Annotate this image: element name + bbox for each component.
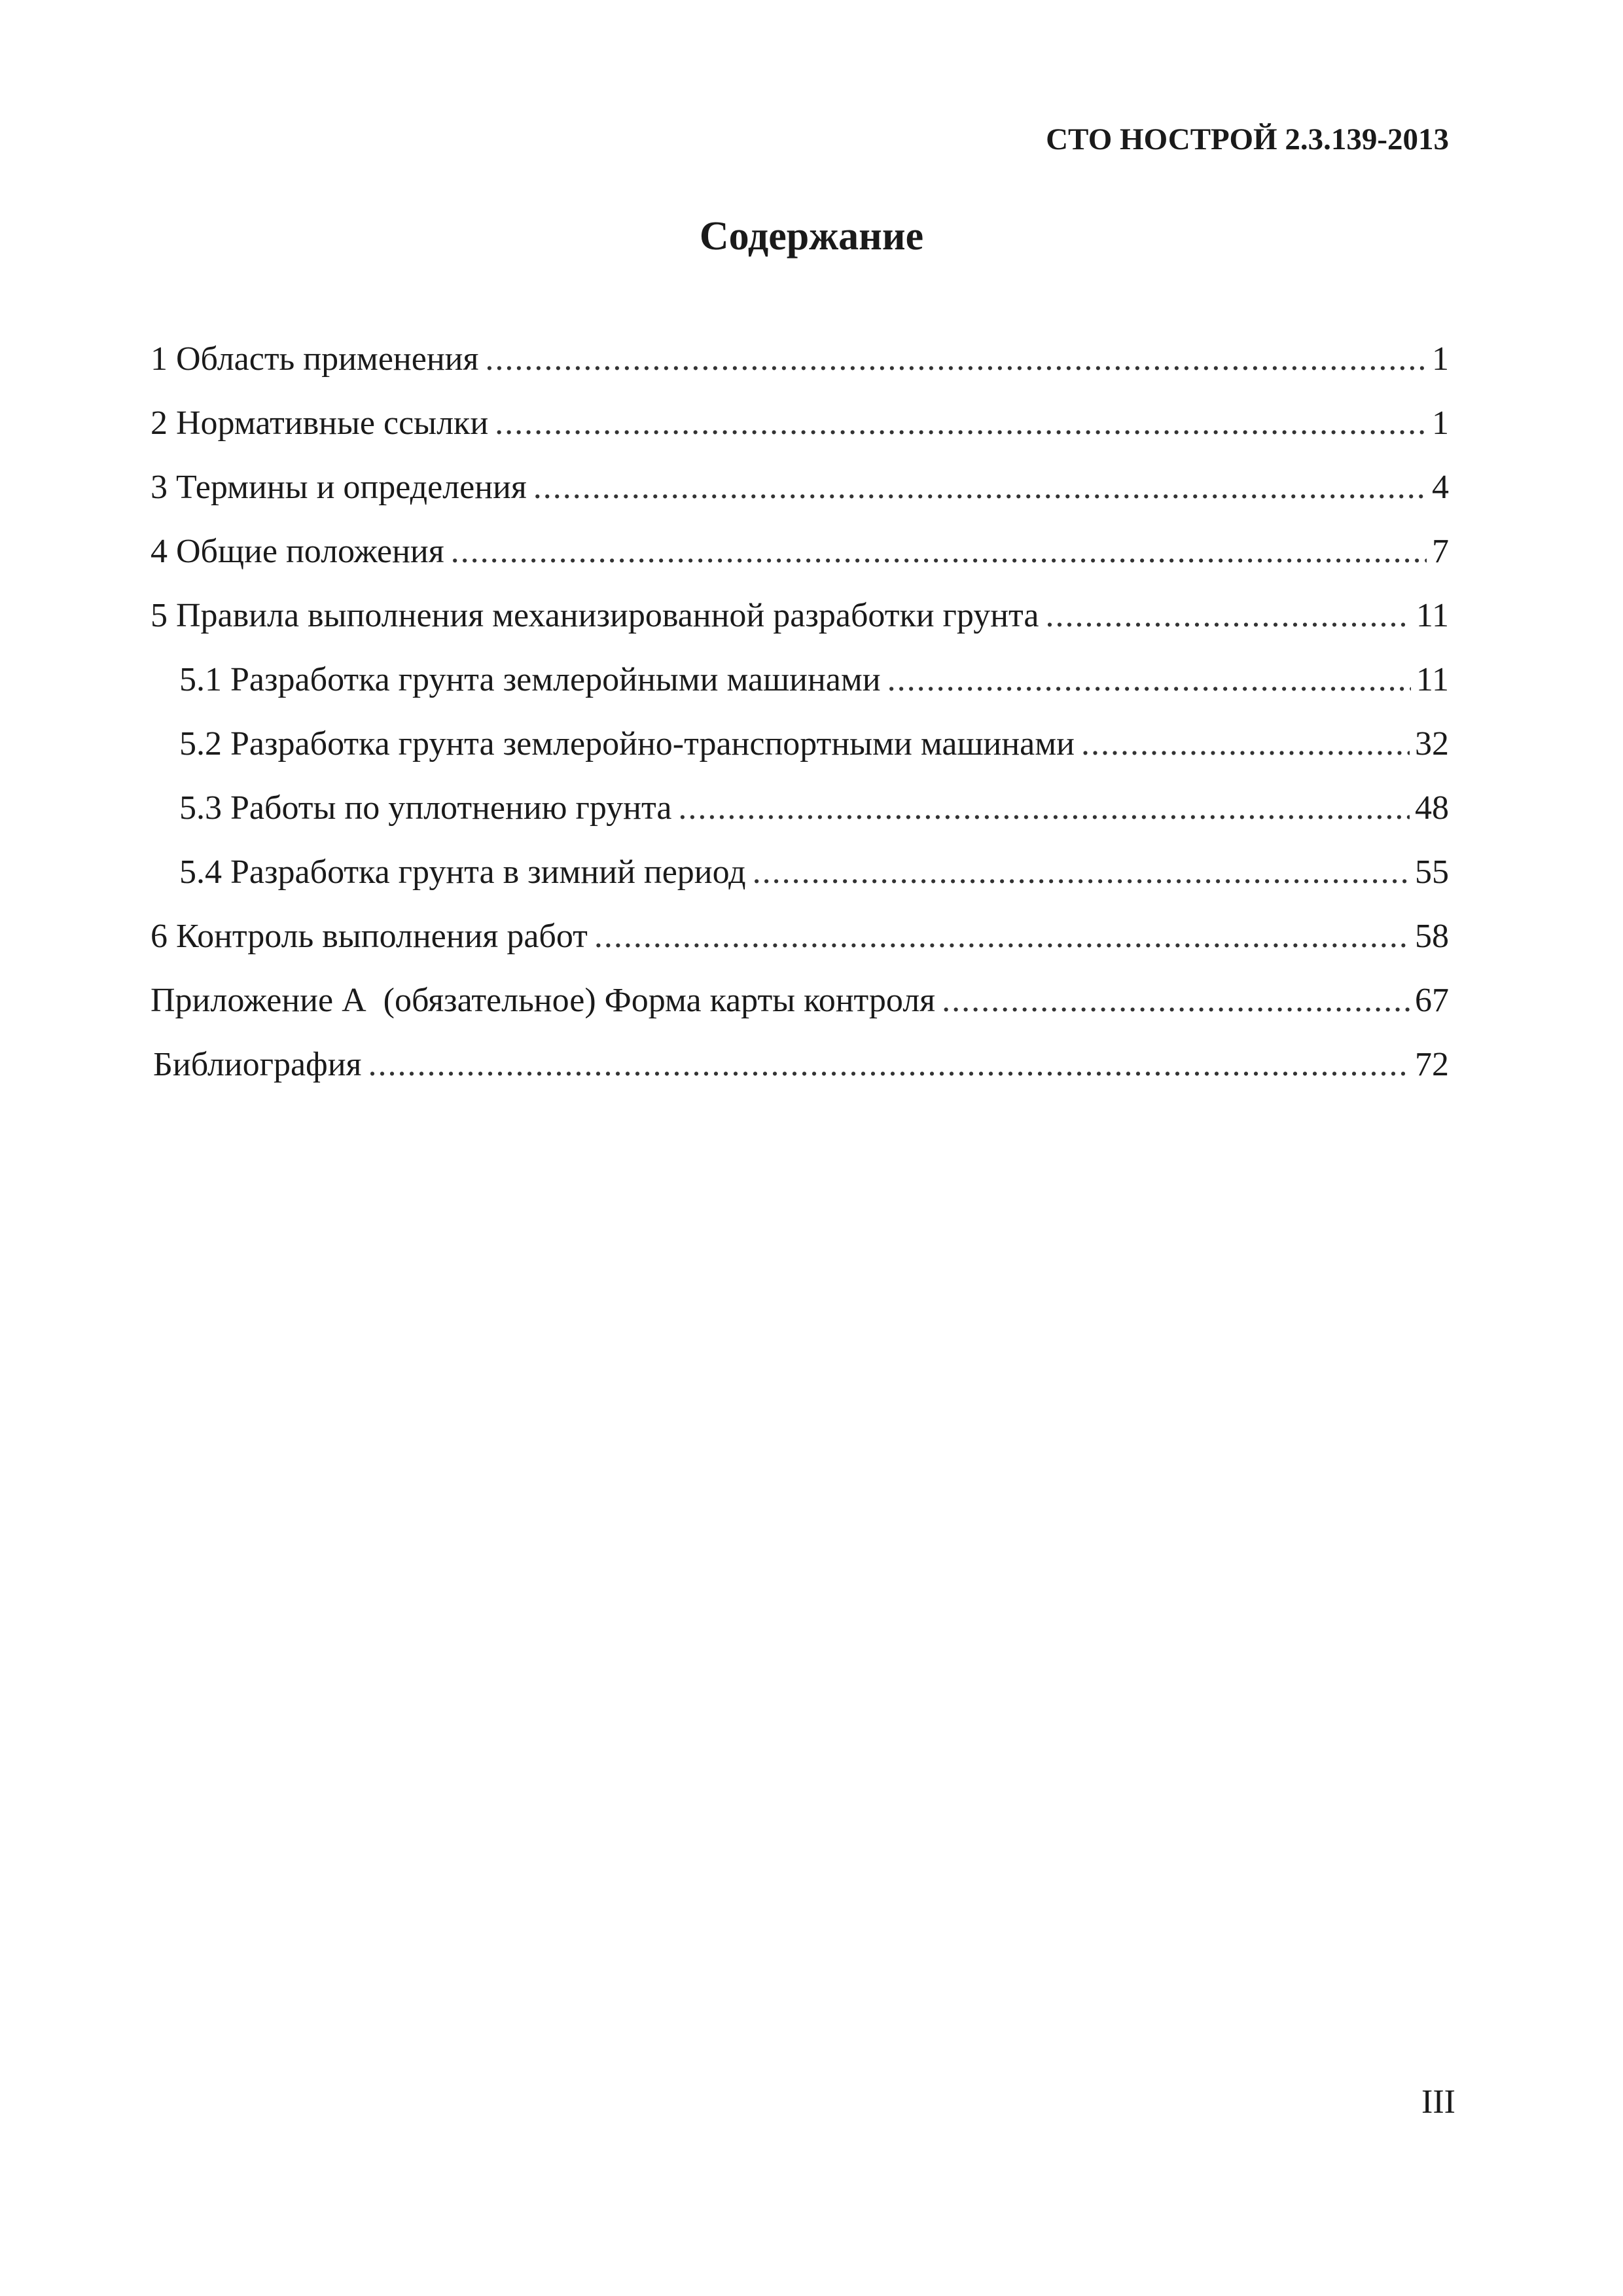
toc-entry-page: 1	[1432, 340, 1449, 378]
toc-leader-dots	[594, 905, 1410, 969]
toc-entry-label: 4 Общие положения	[151, 533, 444, 570]
toc-entry-5-1[interactable]	[151, 648, 1449, 712]
toc-entry-appendix-a[interactable]	[151, 969, 1449, 1033]
toc-leader-dots	[753, 840, 1410, 905]
toc-entry-label: 5.4 Разработка грунта в зимний период	[179, 853, 746, 891]
toc-entry-3[interactable]	[151, 456, 1449, 520]
toc-leader-dots	[887, 648, 1411, 712]
toc-leader-dots	[485, 327, 1427, 391]
toc-entry-label: 5.3 Работы по уплотнению грунта	[179, 789, 672, 827]
toc-entry-page: 72	[1415, 1046, 1449, 1083]
toc-entry-5[interactable]	[151, 584, 1449, 648]
document-code: СТО НОСТРОЙ 2.3.139-2013	[1046, 122, 1449, 156]
toc-entry-page: 1	[1432, 404, 1449, 442]
toc-entry-5-3[interactable]	[151, 776, 1449, 840]
toc-entry-label: 5.2 Разработка грунта землеройно-транспортными машинами	[179, 725, 1075, 762]
toc-entry-page: 67	[1415, 982, 1449, 1019]
toc-entry-4[interactable]	[151, 520, 1449, 584]
toc-entry-label: Библиография	[153, 1046, 362, 1083]
toc-entry-label: 3 Термины и определения	[151, 469, 527, 506]
page-title: Содержание	[699, 214, 924, 259]
page-number: III	[1421, 2083, 1455, 2121]
toc-entry-label: 5.1 Разработка грунта землеройными машинами	[179, 661, 881, 698]
toc-entry-label: 5 Правила выполнения механизированной разработки грунта	[151, 597, 1039, 634]
toc-entry-bibliography[interactable]	[151, 1033, 1449, 1097]
toc-entry-page: 11	[1416, 661, 1449, 698]
toc-entry-5-2[interactable]	[151, 712, 1449, 776]
toc-leader-dots	[533, 456, 1427, 520]
toc-leader-dots	[451, 520, 1427, 584]
toc-entry-label: 2 Нормативные ссылки	[151, 404, 489, 442]
toc-entry-page: 32	[1415, 725, 1449, 762]
toc-leader-dots	[942, 969, 1410, 1033]
toc-leader-dots	[368, 1033, 1410, 1097]
toc-entry-page: 48	[1415, 789, 1449, 827]
toc-entry-label: Приложение А (обязательное) Форма карты контроля	[151, 982, 936, 1019]
toc-entry-label: 1 Область применения	[151, 340, 479, 378]
toc-entry-label: 6 Контроль выполнения работ	[151, 918, 588, 955]
toc-leader-dots	[495, 391, 1427, 456]
table-of-contents	[151, 327, 1449, 1097]
toc-entry-6[interactable]	[151, 905, 1449, 969]
toc-entry-2[interactable]	[151, 391, 1449, 456]
toc-entry-5-4[interactable]	[151, 840, 1449, 905]
toc-leader-dots	[1045, 584, 1410, 648]
toc-entry-page: 4	[1432, 469, 1449, 506]
toc-entry-page: 11	[1416, 597, 1449, 634]
toc-entry-page: 55	[1415, 853, 1449, 891]
toc-leader-dots	[678, 776, 1410, 840]
toc-leader-dots	[1081, 712, 1410, 776]
toc-entry-page: 58	[1415, 918, 1449, 955]
toc-entry-page: 7	[1432, 533, 1449, 570]
toc-entry-1[interactable]	[151, 327, 1449, 391]
